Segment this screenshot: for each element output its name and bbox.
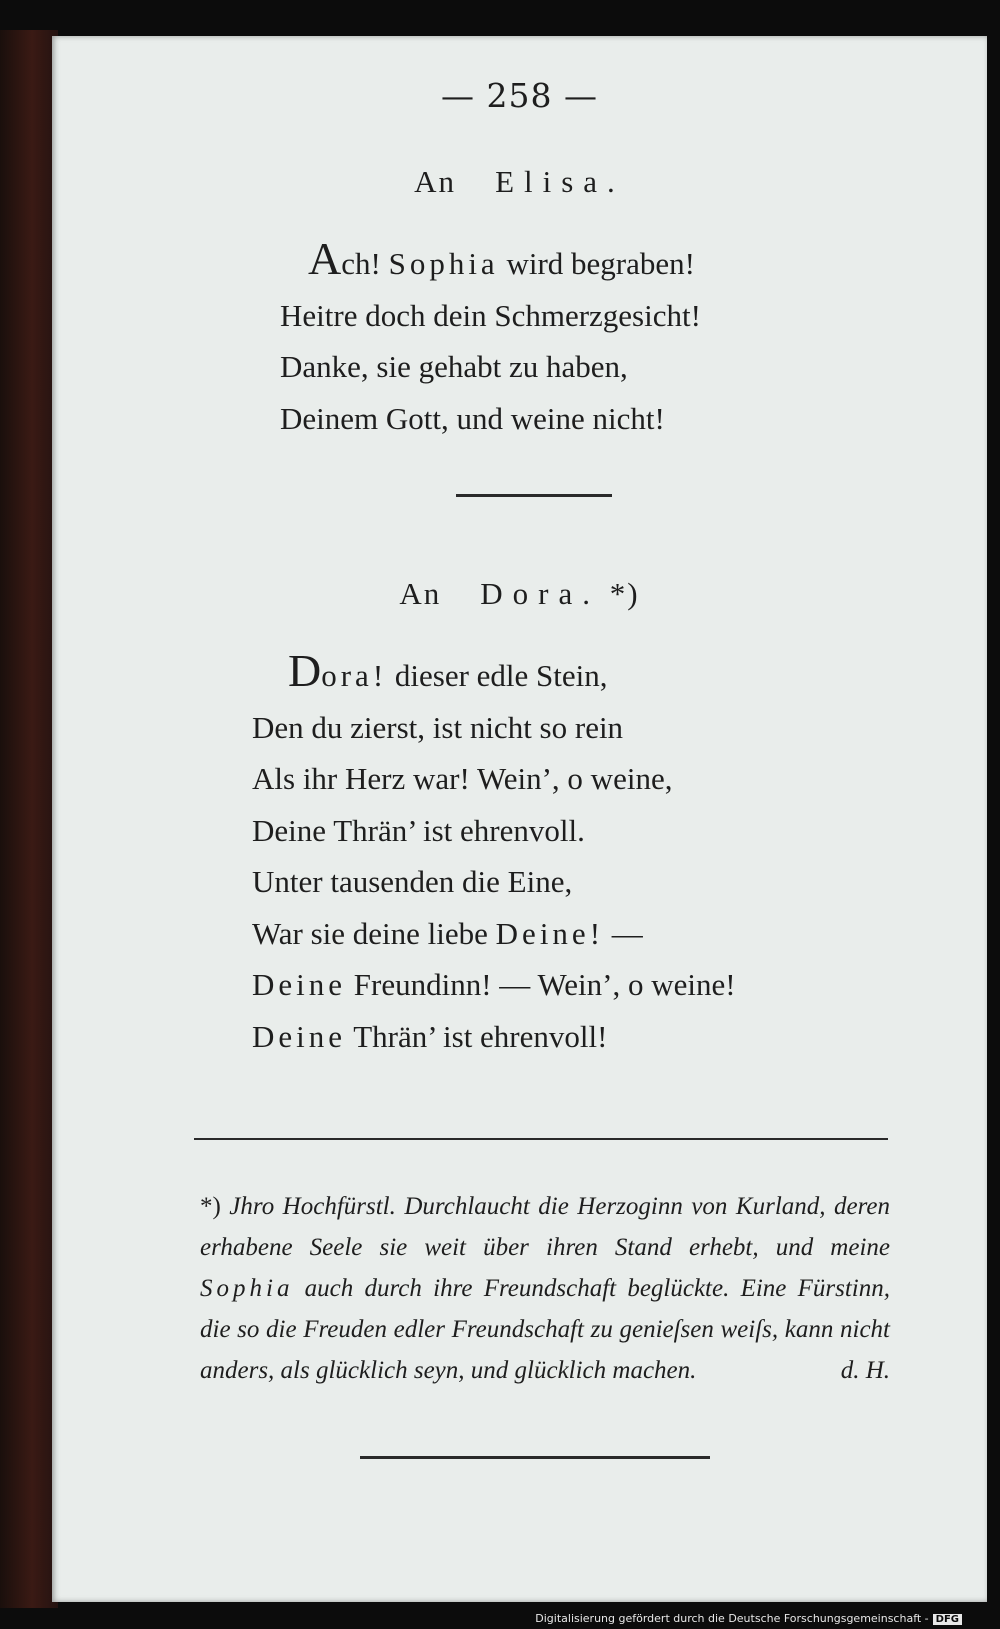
footnote-text: auch durch ihre Freundschaft beglückte. Eine Fürstinn, die so die Freuden edler Freundschaft zu genieſsen weiſs, kann nicht anders, als glücklich seyn, und glücklich machen. [200, 1275, 890, 1384]
heading-name: Dora. [480, 576, 601, 611]
footnote-marker: *) [609, 576, 640, 611]
emphasized-name: Sophia [200, 1275, 294, 1302]
credit-text: Digitalisierung gefördert durch die Deutsche Forschungsgemeinschaft - [535, 1612, 929, 1625]
heading-prefix: An [399, 576, 442, 611]
poem-text: Thrän’ ist ehrenvoll! [346, 1018, 608, 1054]
end-ornament-rule [360, 1456, 710, 1459]
poem-heading-dora [52, 576, 987, 612]
emphasized-word: Deine [252, 967, 347, 1002]
poem-text: War sie deine liebe [252, 915, 496, 951]
emphasized-name: Sophia [388, 246, 499, 281]
footnote-marker: *) [200, 1193, 221, 1220]
drop-cap: A [308, 233, 342, 284]
poem-heading-elisa [52, 164, 987, 200]
dfg-logo: DFG [933, 1614, 962, 1625]
poem-line: Unter tausenden die Eine, [252, 864, 573, 899]
emphasized-word: Deine! [495, 915, 605, 951]
book-page [52, 36, 987, 1602]
emphasized-word: Deine [252, 1018, 347, 1054]
poem-text: dieser edle Stein, [387, 658, 608, 693]
heading-prefix: An [414, 164, 457, 199]
poem-text: ch! [341, 246, 389, 281]
footnote-rule [194, 1138, 888, 1140]
footnote-text: Jhro Hochfürstl. Durchlaucht die Herzoginn von Kurland, deren erhabene Seele sie weit über ihren Stand erhebt, und meine [200, 1193, 890, 1261]
emphasized-name: ora! [321, 658, 388, 693]
poem-line [280, 233, 701, 290]
poem-text: Freundinn! — Wein’, o weine! [346, 967, 736, 1002]
poem-elisa [280, 233, 701, 444]
poem-line [252, 1011, 736, 1063]
footnote [200, 1186, 890, 1391]
poem-line: Deine Thrän’ ist ehrenvoll. [252, 812, 585, 848]
digitization-credit [535, 1612, 962, 1625]
section-divider [456, 494, 612, 497]
poem-text: wird begraben! [498, 246, 695, 281]
poem-dora [252, 645, 736, 1062]
poem-line: Heitre doch dein Schmerzgesicht! [280, 297, 701, 333]
poem-text: — [604, 915, 643, 951]
footnote-signature: d. H. [840, 1357, 890, 1384]
poem-line [252, 645, 736, 702]
poem-line: Deinem Gott, und weine nicht! [280, 400, 665, 436]
poem-line: Den du zierst, ist nicht so rein [252, 709, 624, 745]
heading-name: Elisa. [495, 164, 625, 199]
page-number: — 258 — [441, 76, 598, 115]
poem-line [252, 959, 736, 1011]
poem-line: Danke, sie gehabt zu haben, [280, 349, 628, 384]
poem-line [252, 908, 736, 960]
book-spine [0, 30, 58, 1608]
poem-line: Als ihr Herz war! Wein’, o weine, [252, 761, 673, 796]
drop-cap: D [288, 645, 322, 696]
